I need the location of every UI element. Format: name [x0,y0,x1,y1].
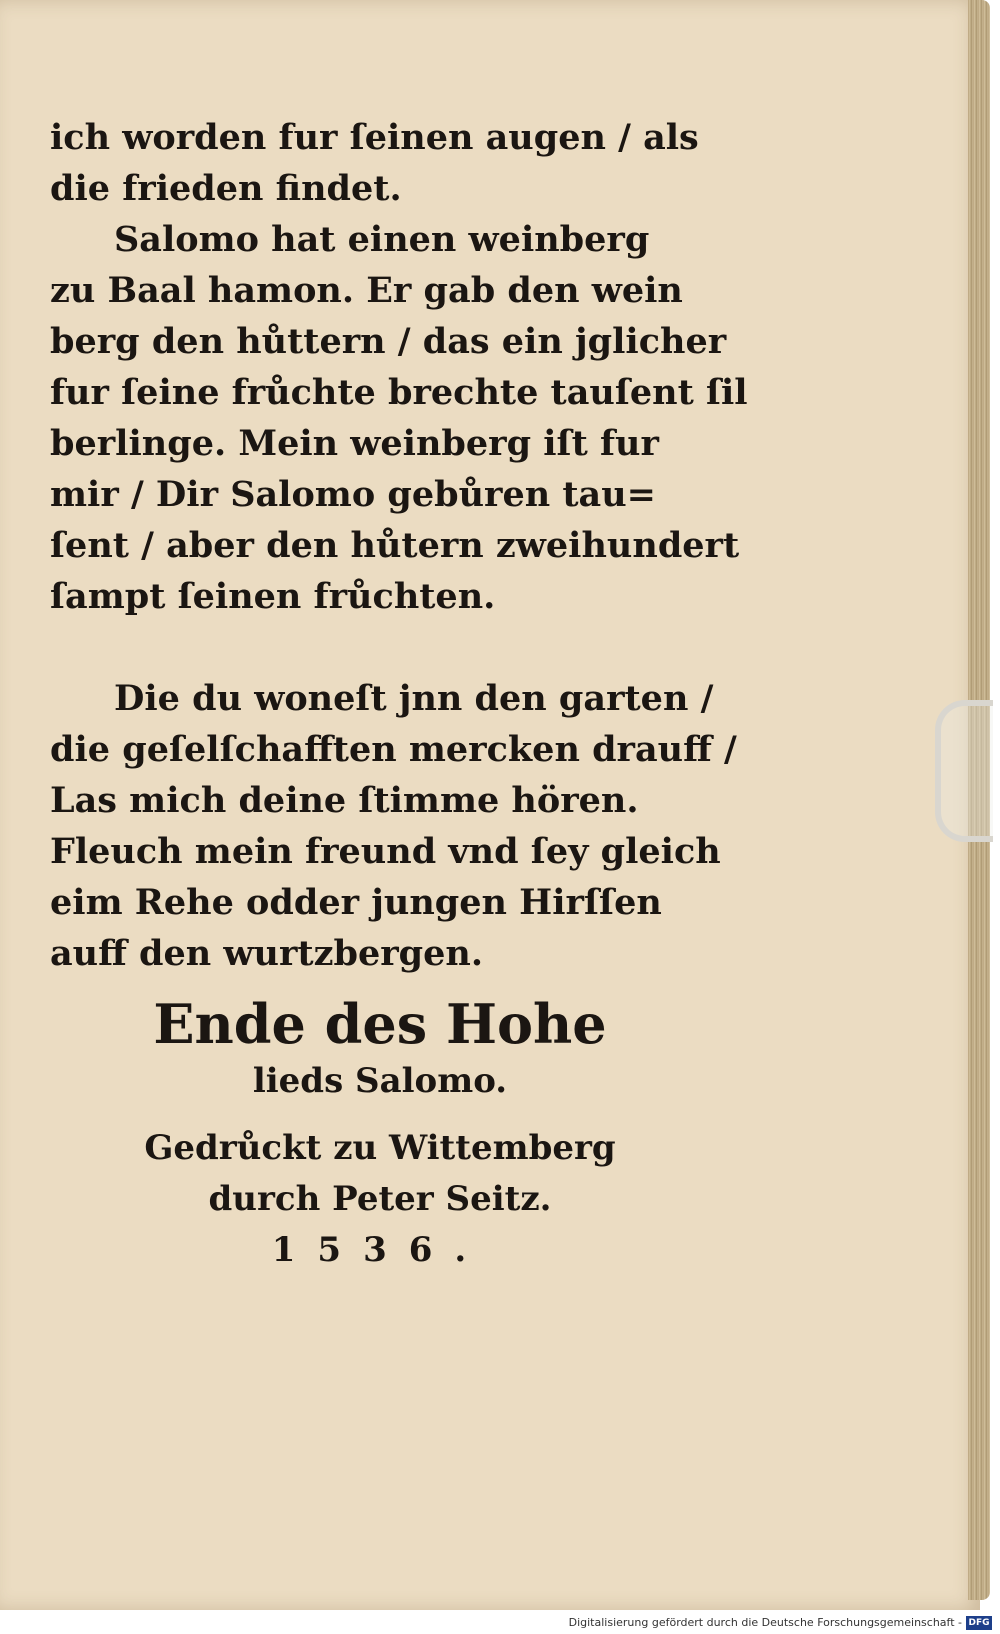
footer-credit: Digitalisierung gefördert durch die Deutsche Forschungsgemeinschaft - [568,1616,962,1629]
text-line: mir / Dir Salomo gebůren tau= [50,474,656,515]
text-line: Las mich deine ſtimme hören. [50,780,639,821]
paragraph-1 [50,112,730,214]
text-line: auff den wurtzbergen. [50,933,484,974]
text-line: Die du woneſt jnn den garten / [114,678,714,719]
text-line: berlinge. Mein weinberg iſt fur [50,423,659,464]
end-title-line-2: lieds Salomo. [252,1061,508,1101]
text-line: zu Baal hamon. Er gab den wein [50,270,683,311]
imprint-line-2: durch Peter Seitz. [208,1179,552,1219]
text-line: fur ſeine frůchte brechte tauſent ſil [50,372,748,413]
text-line: ich worden fur ſeinen augen / als [50,117,699,158]
imprint-year: 1536. [271,1230,489,1270]
end-title-line-1: Ende des Hohe [153,992,607,1056]
text-line: ſampt ſeinen frůchten. [50,576,496,617]
footer-bar [0,1614,1000,1634]
paragraph-3 [50,673,737,979]
paragraph-2 [50,214,748,622]
text-line: die geſelſchafften mercken drauff / [50,729,737,770]
text-line: Salomo hat einen weinberg [114,219,650,260]
page-clip [935,700,993,842]
text-line: Fleuch mein freund vnd ſey gleich [50,831,721,872]
text-line: die frieden findet. [50,168,402,209]
body-text [50,112,748,979]
imprint-line-1: Gedrůckt zu Wittemberg [144,1128,616,1168]
text-line: eim Rehe odder jungen Hirſſen [50,882,662,923]
dfg-logo-icon: DFG [966,1616,992,1630]
text-line: ſent / aber den hůtern zweihundert [50,525,740,566]
text-line: berg den hůttern / das ein jglicher [50,321,727,362]
colophon [100,992,660,1276]
